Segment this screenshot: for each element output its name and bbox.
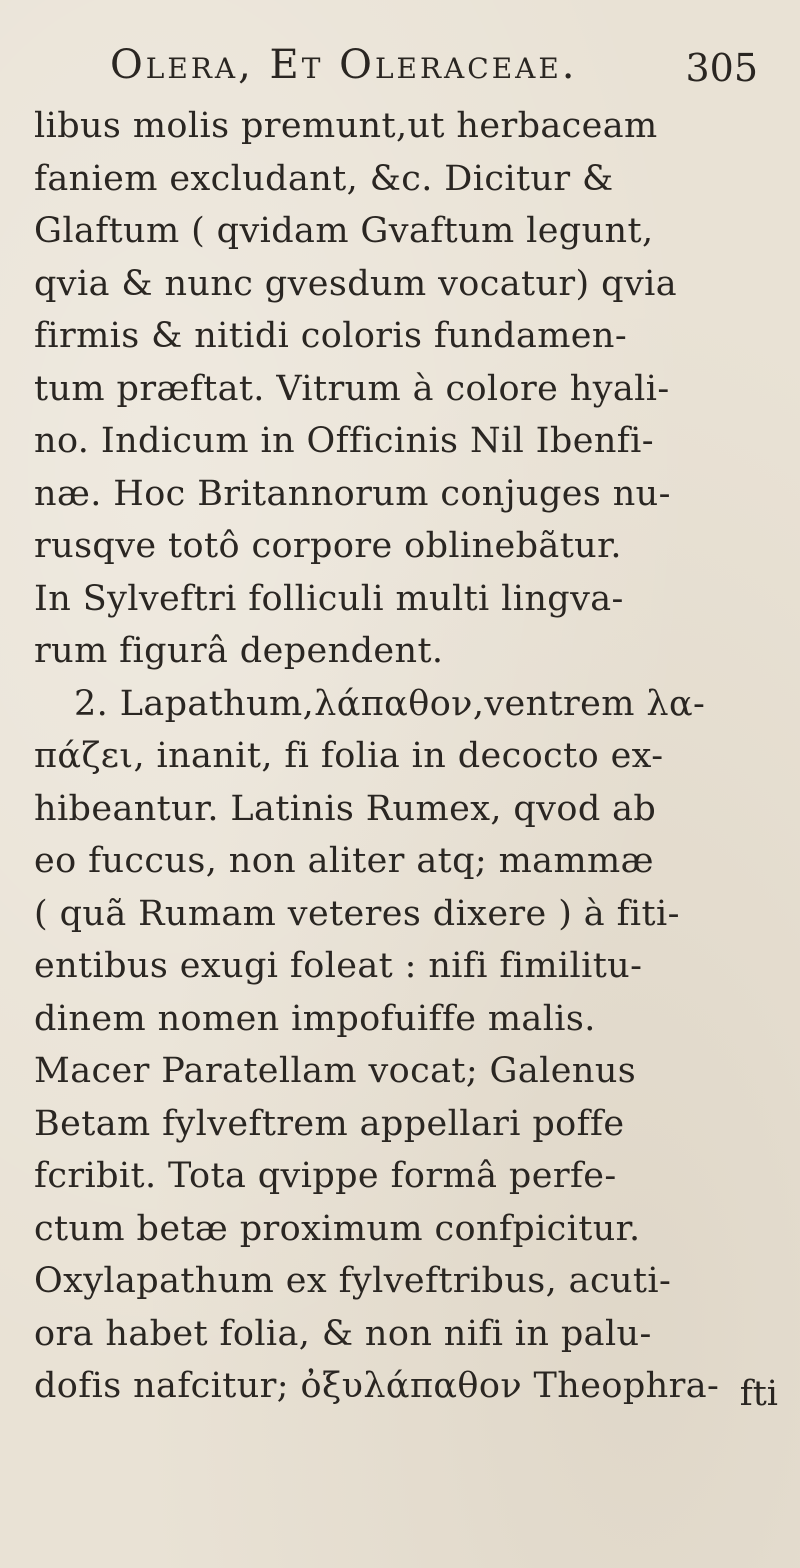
text-line: firmis & nitidi coloris fundamen-: [34, 316, 628, 356]
text-line: πάζει, inanit, fi folia in decocto ex-: [34, 736, 664, 776]
text-line: tum præftat. Vitrum à colore hyali-: [34, 368, 670, 409]
running-head: Olera, Et Oleraceae.: [110, 42, 578, 88]
text-line: dinem nomen impofuiffe malis.: [34, 998, 596, 1039]
text-line: Oxylapathum ex fylveftribus, acuti-: [34, 1261, 672, 1301]
text-line: Macer Paratellam vocat; Galenus: [34, 1051, 637, 1091]
body-text: [34, 100, 784, 1413]
text-line: Betam fylveftrem appellari poffe: [34, 1103, 625, 1144]
section-number-line: 2. Lapathum,λάπαθον,ventrem λα-: [74, 683, 706, 724]
text-line: qvia & nunc gvesdum vocatur) qvia: [34, 263, 677, 304]
text-line: libus molis premunt,ut herbaceam: [34, 106, 658, 146]
text-line: rusqve totô corpore oblinebãtur.: [34, 526, 622, 566]
text-line: entibus exugi foleat : nifi fimilitu-: [34, 946, 643, 986]
text-line: ( quã Rumam veteres dixere ) à fiti-: [34, 893, 680, 934]
text-line: næ. Hoc Britannorum conjuges nu-: [34, 473, 671, 514]
text-line: fcribit. Tota qvippe formâ perfe-: [34, 1156, 617, 1196]
text-line: In Sylveftri folliculi multi lingva-: [34, 578, 624, 619]
text-line: rum figurâ dependent.: [34, 631, 444, 671]
page-header: [110, 36, 770, 96]
text-line: ctum betæ proximum confpicitur.: [34, 1208, 641, 1249]
text-line: ora habet folia, & non nifi in palu-: [34, 1313, 652, 1354]
text-line: Glaftum ( qvidam Gvaftum legunt,: [34, 211, 654, 251]
text-line: hibeantur. Latinis Rumex, qvod ab: [34, 788, 657, 829]
page-number: 305: [685, 46, 758, 90]
text-line: faniem excludant, &c. Dicitur &: [34, 158, 614, 199]
text-line: dofis nafcitur; ὀξυλάπαθον Theophra-: [34, 1366, 720, 1406]
text-line: no. Indicum in Officinis Nil Ibenfi-: [34, 421, 654, 461]
catchword: fti: [739, 1374, 778, 1414]
text-line: eo fuccus, non aliter atq; mammæ: [34, 841, 654, 881]
